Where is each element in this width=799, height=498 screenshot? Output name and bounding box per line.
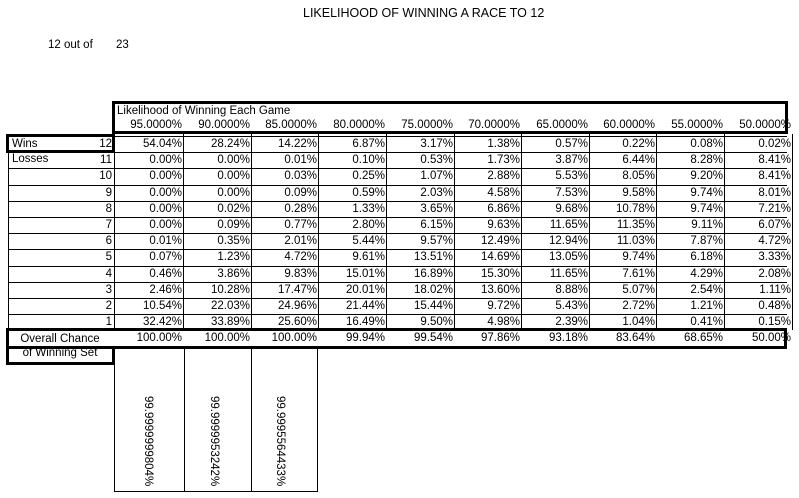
losses-label: Losses — [12, 153, 49, 165]
table-cell: 13.51% — [413, 251, 453, 264]
table-cell: 0.22% — [622, 138, 655, 150]
table-cell: 1.23% — [217, 251, 250, 264]
table-cell: 1.33% — [352, 202, 385, 215]
table-cell: 0.00% — [217, 154, 250, 167]
overall-value: 93.18% — [548, 332, 588, 344]
table-cell: 9.74% — [622, 251, 655, 264]
table-cell: 21.44% — [345, 300, 385, 312]
grid-line — [454, 134, 455, 330]
table-cell: 3.86% — [217, 267, 250, 280]
table-cell: 0.01% — [149, 235, 182, 248]
table-cell: 7.61% — [622, 267, 655, 280]
grid-line — [8, 201, 787, 202]
table-cell: 15.44% — [413, 300, 453, 312]
table-cell: 6.44% — [622, 154, 655, 167]
table-cell: 7.53% — [555, 186, 588, 199]
overall-value: 100.00% — [204, 332, 250, 344]
table-cell: 0.00% — [217, 186, 250, 199]
table-cell: 16.49% — [345, 316, 385, 329]
row-number: 4 — [105, 267, 112, 280]
grid-line — [8, 217, 787, 218]
table-cell: 9.68% — [555, 202, 588, 215]
table-cell: 9.11% — [691, 219, 723, 231]
overall-box — [6, 328, 787, 349]
table-cell: 9.57% — [420, 235, 453, 248]
table-cell: 17.47% — [277, 283, 317, 296]
overall-label-line-2: of Winning Set — [22, 347, 98, 359]
table-cell: 2.46% — [149, 283, 182, 296]
table-cell: 0.25% — [352, 170, 385, 183]
column-header: 65.0000% — [536, 119, 588, 131]
table-cell: 6.86% — [487, 202, 520, 215]
table-cell: 14.22% — [277, 138, 317, 150]
overall-label-box — [6, 346, 115, 365]
table-cell: 9.74% — [690, 202, 723, 215]
table-cell: 16.89% — [413, 267, 453, 280]
grid-line — [251, 349, 252, 492]
table-cell: 2.54% — [690, 283, 723, 296]
table-cell: 9.20% — [690, 170, 723, 183]
table-cell: 15.01% — [345, 267, 385, 280]
table-cell: 0.02% — [758, 138, 791, 150]
column-header: 50.0000% — [739, 119, 791, 131]
grid-line — [114, 134, 115, 330]
table-cell: 0.00% — [217, 170, 250, 183]
table-cell: 0.00% — [149, 202, 182, 215]
table-cell: 0.48% — [758, 300, 791, 312]
table-cell: 7.87% — [690, 235, 723, 248]
table-cell: 54.04% — [142, 138, 182, 150]
table-cell: 9.72% — [487, 300, 520, 312]
grid-line — [317, 349, 318, 492]
column-header: 90.0000% — [198, 119, 250, 131]
table-cell: 25.60% — [277, 316, 317, 329]
grid-line — [184, 349, 185, 492]
table-cell: 28.24% — [210, 138, 250, 150]
overall-value: 100.00% — [136, 332, 182, 344]
table-cell: 9.63% — [487, 219, 520, 231]
table-cell: 1.73% — [487, 154, 520, 167]
table-cell: 3.17% — [420, 138, 453, 150]
table-cell: 8.88% — [555, 283, 588, 296]
grid-line — [656, 134, 657, 330]
column-header: 55.0000% — [671, 119, 723, 131]
grid-line — [8, 298, 787, 299]
row-number: 5 — [105, 251, 112, 264]
table-cell: 1.04% — [622, 316, 655, 329]
grid-line — [183, 134, 184, 330]
table-cell: 10.28% — [210, 283, 250, 296]
table-cell: 4.29% — [690, 267, 723, 280]
table-cell: 2.08% — [758, 267, 791, 280]
overall-value: 50.00% — [751, 332, 791, 344]
grid-line — [8, 233, 787, 234]
table-cell: 8.41% — [758, 170, 791, 183]
table-cell: 1.38% — [487, 138, 520, 150]
column-header: 70.0000% — [468, 119, 520, 131]
grid-line — [589, 134, 590, 330]
table-cell: 0.00% — [149, 170, 182, 183]
row-number: 3 — [105, 283, 112, 296]
table-cell: 20.01% — [345, 283, 385, 296]
grid-line — [8, 134, 9, 330]
row-number: 1 — [105, 316, 112, 329]
table-cell: 0.01% — [284, 154, 317, 167]
overall-value: 99.94% — [345, 332, 385, 344]
table-cell: 1.21% — [690, 300, 723, 312]
table-cell: 8.01% — [758, 186, 791, 199]
table-cell: 0.53% — [420, 154, 453, 167]
table-cell: 1.11% — [759, 283, 791, 296]
column-header: 85.0000% — [265, 119, 317, 131]
grid-line — [8, 314, 787, 315]
table-cell: 10.78% — [615, 202, 655, 215]
table-cell: 0.00% — [149, 219, 182, 231]
column-header: 75.0000% — [401, 119, 453, 131]
table-cell: 13.60% — [480, 283, 520, 296]
precise-value-1: 99.9999999804% — [142, 396, 154, 487]
table-cell: 2.80% — [352, 219, 385, 231]
table-cell: 6.07% — [758, 219, 791, 231]
table-cell: 0.35% — [217, 235, 250, 248]
table-cell: 2.72% — [622, 300, 655, 312]
table-cell: 0.57% — [555, 138, 588, 150]
table-cell: 0.09% — [217, 219, 250, 231]
overall-value: 97.86% — [480, 332, 520, 344]
table-cell: 8.41% — [758, 154, 791, 167]
precise-value-2: 99.9999953242% — [208, 396, 220, 487]
grid-line — [8, 152, 787, 153]
grid-line — [114, 349, 115, 492]
table-cell: 0.02% — [217, 202, 250, 215]
header-box — [112, 101, 788, 134]
table-cell: 32.42% — [142, 316, 182, 329]
table-cell: 2.88% — [487, 170, 520, 183]
table-cell: 0.03% — [284, 170, 317, 183]
table-cell: 12.94% — [548, 235, 588, 248]
table-cell: 1.07% — [420, 170, 453, 183]
table-cell: 15.30% — [480, 267, 520, 280]
precise-value-3: 99.9995564433% — [274, 396, 286, 487]
row-number: 12 — [99, 138, 112, 150]
wins-box — [6, 134, 115, 153]
grid-line — [114, 491, 318, 492]
table-cell: 8.05% — [622, 170, 655, 183]
table-cell: 4.98% — [487, 316, 520, 329]
table-cell: 9.61% — [352, 251, 385, 264]
table-cell: 0.08% — [690, 138, 723, 150]
grid-line — [8, 266, 787, 267]
table-cell: 4.72% — [284, 251, 317, 264]
table-cell: 11.03% — [616, 235, 655, 248]
table-cell: 0.28% — [284, 202, 317, 215]
table-cell: 0.59% — [352, 186, 385, 199]
table-cell: 0.15% — [758, 316, 791, 329]
grid-line — [724, 134, 725, 330]
table-cell: 14.69% — [480, 251, 520, 264]
wins-label: Wins — [12, 138, 38, 150]
overall-label-line-1: Overall Chance — [20, 333, 100, 345]
table-cell: 5.07% — [622, 283, 655, 296]
row-number: 11 — [100, 154, 112, 167]
table-cell: 9.58% — [622, 186, 655, 199]
table-cell: 6.87% — [352, 138, 385, 150]
table-cell: 0.46% — [149, 267, 182, 280]
race-label: 12 out of — [48, 39, 93, 51]
table-cell: 2.39% — [555, 316, 588, 329]
table-cell: 9.83% — [284, 267, 317, 280]
table-cell: 4.58% — [487, 186, 520, 199]
grid-line — [8, 168, 787, 169]
table-cell: 0.09% — [284, 186, 317, 199]
table-cell: 2.01% — [284, 235, 317, 248]
table-cell: 11.65% — [549, 267, 588, 280]
table-cell: 4.72% — [758, 235, 791, 248]
table-cell: 6.18% — [690, 251, 723, 264]
grid-line — [792, 134, 793, 330]
grid-line — [251, 134, 252, 330]
table-cell: 6.15% — [420, 219, 453, 231]
overall-value: 83.64% — [615, 332, 655, 344]
table-cell: 10.54% — [142, 300, 182, 312]
table-cell: 5.53% — [555, 170, 588, 183]
row-number: 6 — [105, 235, 112, 248]
table-cell: 3.65% — [420, 202, 453, 215]
table-cell: 33.89% — [210, 316, 250, 329]
table-cell: 0.77% — [284, 219, 317, 231]
table-cell: 5.44% — [352, 235, 385, 248]
table-cell: 18.02% — [413, 283, 453, 296]
table-cell: 22.03% — [210, 300, 250, 312]
table-cell: 11.35% — [616, 219, 655, 231]
row-number: 8 — [105, 202, 112, 215]
table-cell: 0.07% — [149, 251, 182, 264]
column-header: 95.0000% — [130, 119, 182, 131]
table-cell: 0.00% — [149, 186, 182, 199]
page-title: LIKELIHOOD OF WINNING A RACE TO 12 — [303, 6, 545, 20]
table-cell: 11.65% — [549, 219, 588, 231]
table-cell: 9.74% — [690, 186, 723, 199]
row-number: 7 — [105, 219, 112, 231]
grid-line — [386, 134, 387, 330]
row-number: 9 — [105, 186, 112, 199]
column-header: 60.0000% — [603, 119, 655, 131]
table-cell: 13.05% — [548, 251, 588, 264]
table-cell: 12.49% — [480, 235, 520, 248]
row-number: 2 — [105, 300, 112, 312]
table-cell: 9.50% — [420, 316, 453, 329]
overall-value: 100.00% — [271, 332, 317, 344]
table-header-title: Likelihood of Winning Each Game — [117, 105, 291, 117]
table-cell: 24.96% — [277, 300, 317, 312]
grid-line — [8, 185, 787, 186]
table-cell: 8.28% — [690, 154, 723, 167]
overall-value: 68.65% — [683, 332, 723, 344]
grid-line — [8, 282, 787, 283]
grid-line — [318, 134, 319, 330]
table-cell: 3.87% — [555, 154, 588, 167]
table-cell: 0.00% — [149, 154, 182, 167]
grid-line — [8, 249, 787, 250]
table-cell: 0.41% — [690, 316, 723, 329]
overall-value: 99.54% — [413, 332, 453, 344]
table-cell: 3.33% — [758, 251, 791, 264]
row-number: 10 — [99, 170, 112, 183]
grid-line — [521, 134, 522, 330]
table-cell: 0.10% — [352, 154, 385, 167]
table-cell: 5.43% — [555, 300, 588, 312]
table-cell: 2.03% — [420, 186, 453, 199]
table-cell: 7.21% — [758, 202, 791, 215]
total-games-value: 23 — [116, 39, 129, 51]
column-header: 80.0000% — [333, 119, 385, 131]
grid-line — [8, 136, 787, 137]
